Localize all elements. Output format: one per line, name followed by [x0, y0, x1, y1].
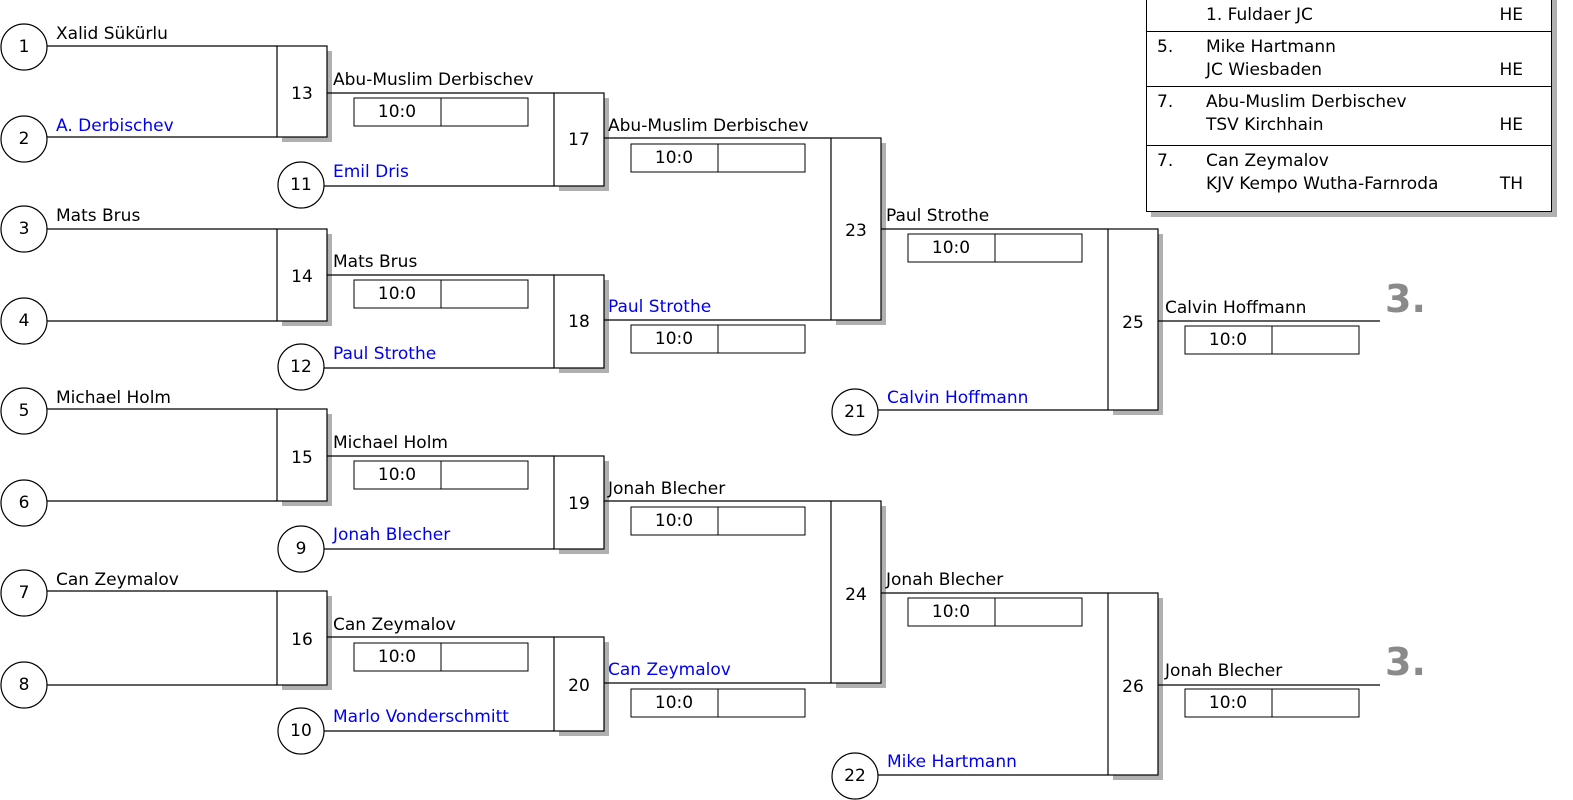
match-winner[interactable]: Michael Holm	[333, 433, 448, 453]
match-number: 19	[568, 494, 590, 514]
seed-circle	[1, 298, 47, 344]
seed-circle	[1, 206, 47, 252]
match-winner[interactable]: Calvin Hoffmann	[1165, 298, 1307, 318]
seed-circle	[1, 570, 47, 616]
competitor-name[interactable]: Can Zeymalov	[56, 570, 179, 590]
result-region: HE	[1499, 5, 1523, 25]
seed-number: 21	[844, 402, 866, 422]
competitor-name[interactable]: Mats Brus	[56, 206, 141, 226]
match-winner[interactable]: Paul Strothe	[886, 206, 990, 226]
seed-circle	[278, 526, 324, 572]
match-winner[interactable]: Jonah Blecher	[608, 479, 726, 499]
result-divider	[1147, 86, 1551, 87]
result-divider	[1147, 31, 1551, 32]
result-row	[1147, 0, 1551, 27]
match-score: 10:0	[377, 465, 417, 485]
seed-circle	[832, 753, 878, 799]
seed-number: 1	[18, 37, 30, 57]
seed-circle	[1, 662, 47, 708]
result-row	[1147, 150, 1551, 196]
match-score: 10:0	[377, 647, 417, 667]
competitor-name[interactable]: Michael Holm	[56, 388, 171, 408]
seed-circle	[832, 389, 878, 435]
seed-number: 7	[18, 583, 30, 603]
result-club: 1. Fuldaer JC	[1206, 5, 1313, 25]
match-winner[interactable]: Abu-Muslim Derbischev	[333, 70, 534, 90]
result-row	[1147, 36, 1551, 82]
match-number: 20	[568, 676, 590, 696]
result-divider	[1147, 145, 1551, 146]
match-number: 18	[568, 312, 590, 332]
seed-number: 6	[18, 493, 30, 513]
result-name: Abu-Muslim Derbischev	[1206, 92, 1407, 112]
match-number: 23	[845, 221, 867, 241]
seed-circle	[1, 24, 47, 70]
match-winner[interactable]: Can Zeymalov	[608, 660, 731, 680]
match-score: 10:0	[654, 693, 694, 713]
match-winner[interactable]: Jonah Blecher	[886, 570, 1004, 590]
result-rank: 7.	[1157, 92, 1174, 112]
seed-number: 3	[18, 219, 30, 239]
seed-number: 2	[18, 129, 30, 149]
seed-number: 22	[844, 766, 866, 786]
match-number: 13	[291, 84, 313, 104]
match-winner[interactable]: Can Zeymalov	[333, 615, 456, 635]
result-rank: 5.	[1157, 37, 1174, 57]
competitor-name[interactable]: Calvin Hoffmann	[887, 388, 1029, 408]
result-row	[1147, 91, 1551, 137]
competitor-name[interactable]: Mike Hartmann	[887, 752, 1017, 772]
match-number: 25	[1122, 313, 1144, 333]
seed-circle	[278, 162, 324, 208]
result-rank: 7.	[1157, 151, 1174, 171]
seed-number: 4	[18, 311, 30, 331]
competitor-name[interactable]: Marlo Vonderschmitt	[333, 707, 509, 727]
result-region: TH	[1499, 174, 1523, 194]
match-score: 10:0	[931, 602, 971, 622]
match-winner[interactable]: Mats Brus	[333, 252, 418, 272]
match-winner[interactable]: Jonah Blecher	[1165, 661, 1283, 681]
match-score: 10:0	[654, 511, 694, 531]
match-number: 15	[291, 448, 313, 468]
seed-circle	[1, 480, 47, 526]
match-score: 10:0	[1208, 693, 1248, 713]
seed-circle	[1, 116, 47, 162]
match-number: 16	[291, 630, 313, 650]
placement-label: 3.	[1385, 277, 1426, 321]
result-club: JC Wiesbaden	[1206, 60, 1322, 80]
match-number: 24	[845, 585, 867, 605]
seed-number: 11	[290, 175, 312, 195]
result-club: KJV Kempo Wutha-Farnroda	[1206, 174, 1439, 194]
competitor-name[interactable]: A. Derbischev	[56, 116, 174, 136]
competitor-name[interactable]: Jonah Blecher	[333, 525, 451, 545]
seed-number: 5	[18, 401, 30, 421]
result-name: Mike Hartmann	[1206, 37, 1336, 57]
match-score: 10:0	[377, 102, 417, 122]
competitor-name[interactable]: Xalid Sükürlu	[56, 24, 168, 44]
seed-circle	[1, 388, 47, 434]
result-name: Can Zeymalov	[1206, 151, 1329, 171]
competitor-name[interactable]: Paul Strothe	[333, 344, 437, 364]
match-winner[interactable]: Paul Strothe	[608, 297, 712, 317]
competitor-name[interactable]: Emil Dris	[333, 162, 409, 182]
match-number: 26	[1122, 677, 1144, 697]
seed-circle	[278, 708, 324, 754]
placement-label: 3.	[1385, 640, 1426, 684]
seed-number: 8	[18, 675, 30, 695]
match-score: 10:0	[654, 148, 694, 168]
result-club: TSV Kirchhain	[1206, 115, 1324, 135]
match-number: 17	[568, 130, 590, 150]
result-region: HE	[1499, 60, 1523, 80]
match-score: 10:0	[931, 238, 971, 258]
match-number: 14	[291, 267, 313, 287]
results-table	[1146, 0, 1552, 212]
seed-number: 9	[295, 539, 307, 559]
match-score: 10:0	[654, 329, 694, 349]
match-winner[interactable]: Abu-Muslim Derbischev	[608, 116, 809, 136]
match-score: 10:0	[1208, 330, 1248, 350]
seed-number: 12	[290, 357, 312, 377]
result-region: HE	[1499, 115, 1523, 135]
match-score: 10:0	[377, 284, 417, 304]
seed-number: 10	[290, 721, 312, 741]
seed-circle	[278, 344, 324, 390]
